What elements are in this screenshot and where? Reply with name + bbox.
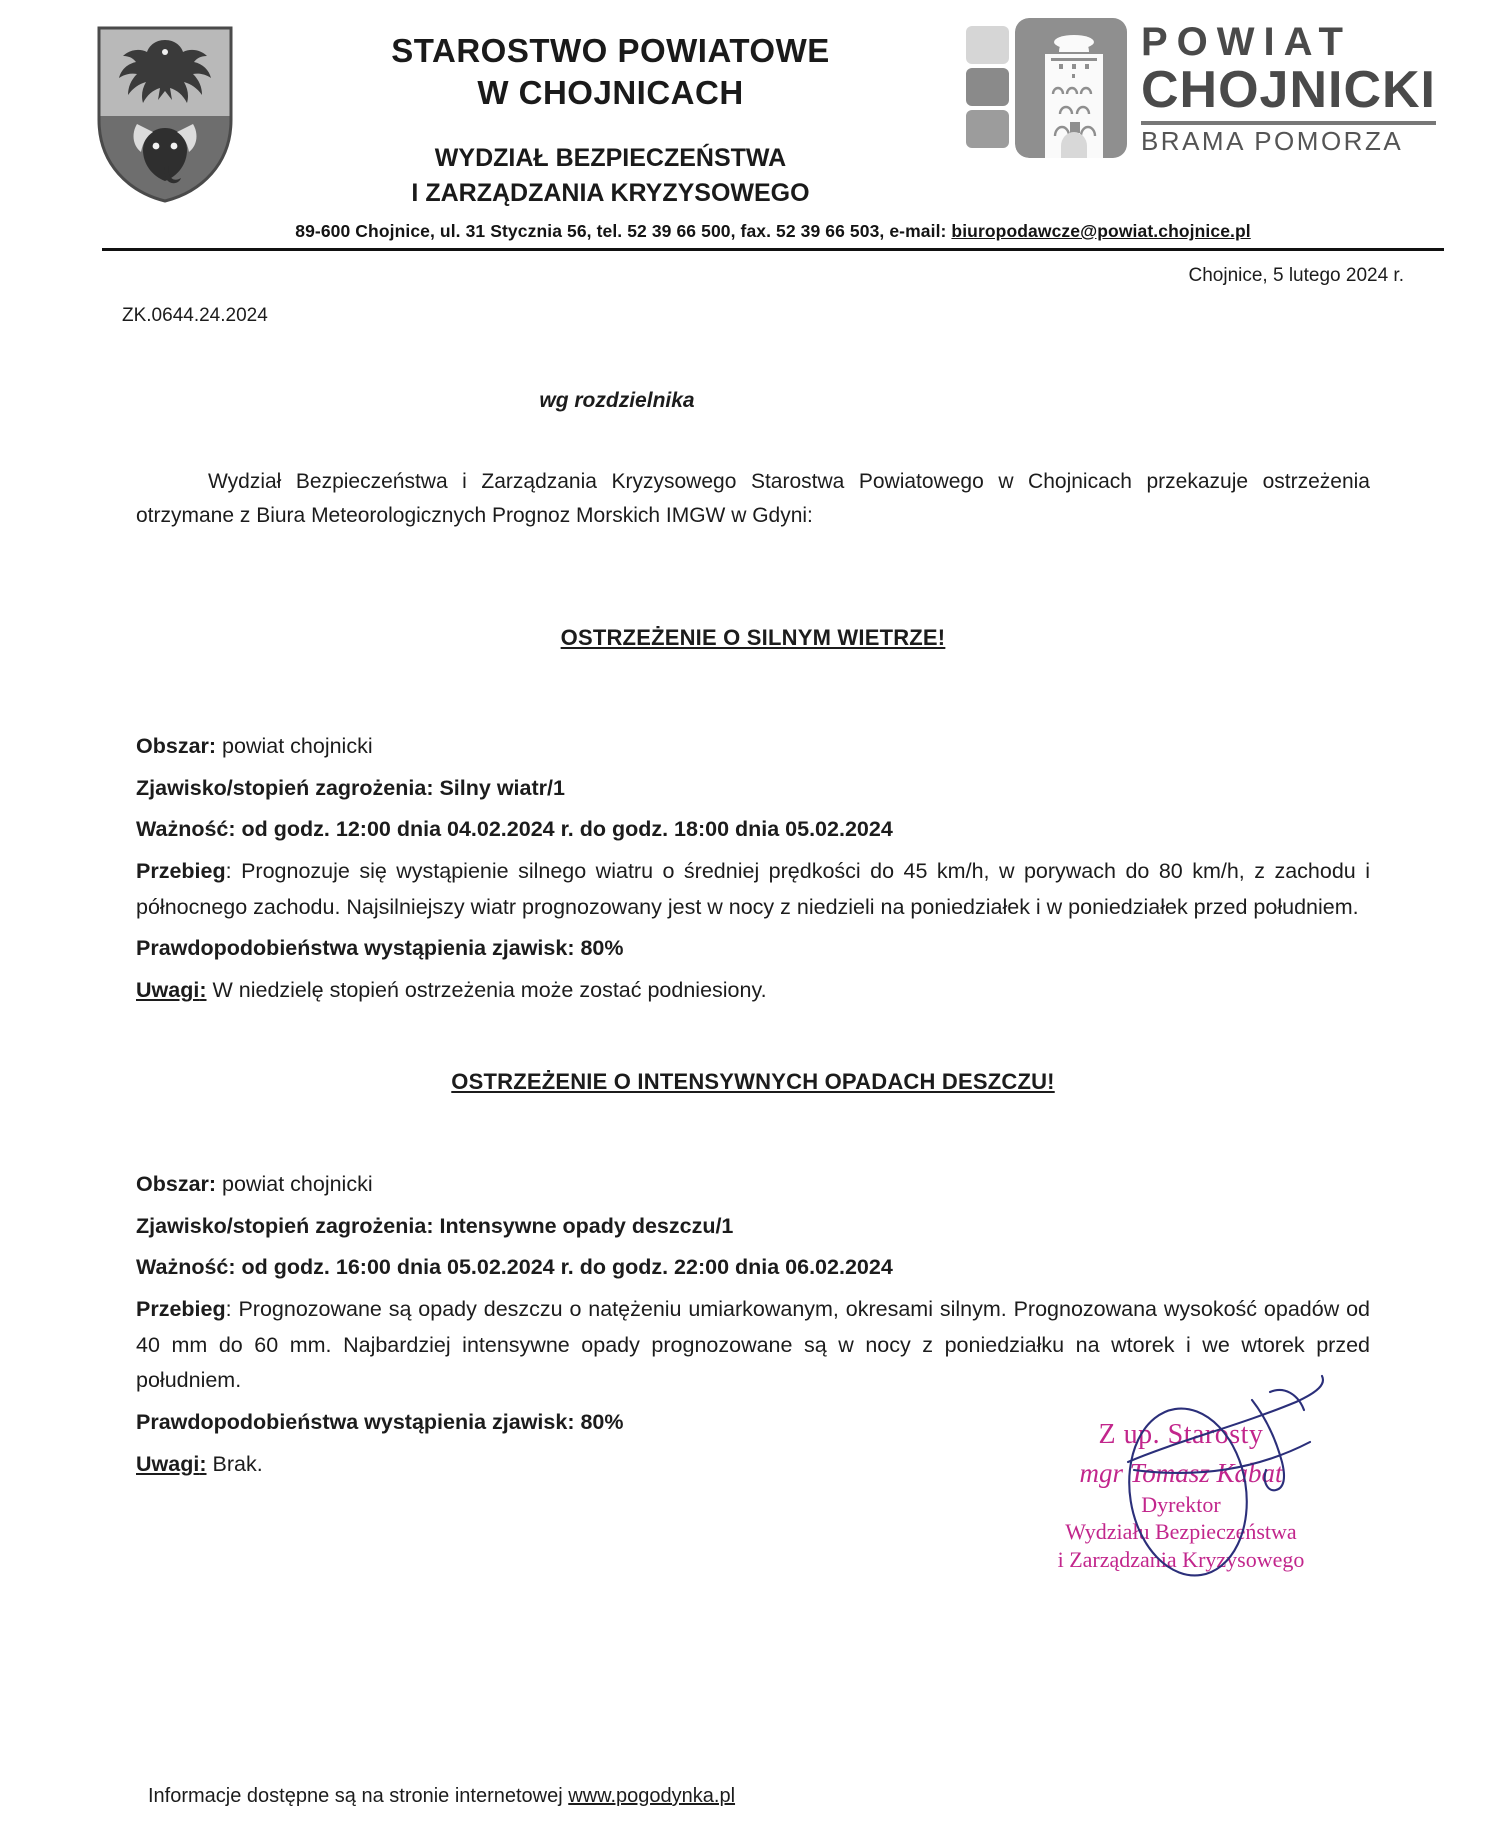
field-colon: : bbox=[567, 936, 581, 961]
field-przebieg bbox=[136, 1292, 1370, 1399]
document-body bbox=[136, 465, 1370, 1482]
field-colon: : bbox=[208, 1171, 223, 1196]
office-name-line1: STAROSTWO POWIATOWE bbox=[391, 32, 830, 69]
reference-number: ZK.0644.24.2024 bbox=[122, 305, 268, 326]
document-header bbox=[0, 0, 1496, 215]
contact-strip bbox=[128, 221, 1418, 251]
logo-wordmark bbox=[1141, 18, 1436, 154]
contact-address-text: 89-600 Chojnice, ul. 31 Stycznia 56, tel. 52 39 66 500, fax. 52 39 66 503, e-mail: bbox=[295, 221, 952, 241]
stamp-line-name: mgr Tomasz Kabat bbox=[1079, 1457, 1283, 1488]
department-line2: I ZARZĄDZANIA KRYZYSOWEGO bbox=[411, 179, 810, 208]
field-colon: : bbox=[426, 775, 440, 800]
department-line1: WYDZIAŁ BEZPIECZEŃSTWA bbox=[434, 144, 787, 173]
field-colon: : bbox=[426, 1213, 440, 1238]
field-colon: : bbox=[199, 978, 207, 1003]
field-label: Uwagi bbox=[136, 978, 200, 1003]
field-waznosc bbox=[136, 1250, 1370, 1286]
field-przebieg bbox=[136, 854, 1370, 925]
field-colon: : bbox=[225, 859, 242, 884]
contact-line bbox=[128, 221, 1418, 248]
warning-block-rain bbox=[136, 1167, 1370, 1483]
field-value: 80% bbox=[580, 1409, 624, 1434]
gate-tower-icon bbox=[1015, 18, 1127, 158]
field-obszar bbox=[136, 729, 1370, 765]
field-zjawisko bbox=[136, 771, 1370, 807]
field-label: Ważność bbox=[136, 1255, 229, 1280]
field-uwagi bbox=[136, 973, 1370, 1009]
logo-marks-icon bbox=[966, 26, 1009, 148]
field-label: Przebieg bbox=[136, 1296, 226, 1321]
logo-divider bbox=[1141, 121, 1436, 125]
field-waznosc bbox=[136, 812, 1370, 848]
powiat-chojnicki-logo bbox=[966, 18, 1436, 158]
field-value: od godz. 12:00 dnia 04.02.2024 r. do godz. 18:00 dnia 05.02.2024 bbox=[241, 817, 893, 842]
field-prawdopodobienstwo bbox=[136, 1405, 1370, 1441]
field-label: Zjawisko/stopień zagrożenia bbox=[136, 775, 427, 800]
logo-word-chojnicki: CHOJNICKI bbox=[1140, 61, 1436, 119]
logo-tagline: BRAMA POMORZA bbox=[1140, 126, 1404, 156]
contact-email-link[interactable]: biuropodawcze@powiat.chojnice.pl bbox=[951, 221, 1251, 241]
intro-paragraph: Wydział Bezpieczeństwa i Zarządzania Kryzysowego Starostwa Powiatowego w Chojnicach przekazuje ostrzeżenia otrzymane z Biura Meteorologicznych Prognoz Morskich IMGW w Gdyni: bbox=[136, 470, 1370, 528]
field-colon: : bbox=[567, 1409, 581, 1434]
footer-text: Informacje dostępne są na stronie internetowej bbox=[148, 1785, 569, 1807]
field-value: Prognozowane są opady deszczu o natężeniu umiarkowanym, okresami silnym. Prognozowana wysokość opadów od 40 mm do 60 mm. Najbardziej intensywne opady prognozowane są w nocy z poniedziałku na wtorek i we wtorek przed południem. bbox=[136, 1296, 1370, 1393]
field-label: Prawdopodobieństwa wystąpienia zjawisk bbox=[136, 1409, 568, 1434]
warning-title-rain: OSTRZEŻENIE O INTENSYWNYCH OPADACH DESZCZU! bbox=[451, 1068, 1055, 1094]
field-label: Ważność bbox=[136, 817, 229, 842]
field-label: Prawdopodobieństwa wystąpienia zjawisk bbox=[136, 936, 568, 961]
field-colon: : bbox=[228, 1255, 242, 1280]
warning-block-wind bbox=[136, 729, 1370, 1009]
field-colon: : bbox=[208, 734, 223, 759]
stamp-line-role: Dyrektor bbox=[1141, 1491, 1221, 1517]
header-divider bbox=[102, 248, 1444, 251]
field-value: od godz. 16:00 dnia 05.02.2024 r. do godz. 22:00 dnia 06.02.2024 bbox=[241, 1255, 893, 1280]
field-prawdopodobienstwo bbox=[136, 931, 1370, 967]
footer-note bbox=[148, 1785, 735, 1808]
stamp-line-dept1: Wydziału Bezpieczeństwa bbox=[1065, 1519, 1297, 1545]
field-label: Obszar bbox=[136, 1171, 209, 1196]
field-obszar bbox=[136, 1167, 1370, 1203]
place-and-date: Chojnice, 5 lutego 2024 r. bbox=[1188, 265, 1404, 286]
field-value: W niedzielę stopień ostrzeżenia może zostać podniesiony. bbox=[212, 978, 767, 1003]
footer-link[interactable]: www.pogodynka.pl bbox=[568, 1785, 736, 1807]
addressee: wg rozdzielnika bbox=[539, 389, 695, 412]
field-label: Przebieg bbox=[136, 859, 226, 884]
field-label: Uwagi bbox=[136, 1451, 200, 1476]
field-value: 80% bbox=[580, 936, 624, 961]
field-value: Prognozuje się wystąpienie silnego wiatru o średniej prędkości do 45 km/h, w porywach do 80 km/h, z zachodu i północnego zachodu. Najsilniejszy wiatr prognozowany jest w nocy z niedzieli na poniedziałek i w poniedziałek przed południem. bbox=[136, 859, 1370, 919]
field-uwagi bbox=[136, 1447, 1370, 1483]
field-colon: : bbox=[225, 1296, 239, 1321]
stamp-line-dept2: i Zarządzania Kryzysowego bbox=[1057, 1547, 1305, 1573]
stamp-line-authority: Z up. Starosty bbox=[1098, 1419, 1264, 1451]
field-colon: : bbox=[228, 817, 242, 842]
field-zjawisko bbox=[136, 1209, 1370, 1245]
field-colon: : bbox=[199, 1451, 207, 1476]
coat-of-arms-icon bbox=[95, 24, 235, 204]
field-value: powiat chojnicki bbox=[222, 1171, 373, 1196]
logo-word-powiat: POWIAT bbox=[1140, 20, 1352, 64]
field-value: powiat chojnicki bbox=[222, 734, 373, 759]
office-titles bbox=[245, 12, 976, 210]
field-value: Intensywne opady deszczu/1 bbox=[439, 1213, 734, 1238]
field-label: Obszar bbox=[136, 734, 209, 759]
field-value: Silny wiatr/1 bbox=[439, 775, 565, 800]
field-value: Brak. bbox=[212, 1451, 263, 1476]
warning-title-wind: OSTRZEŻENIE O SILNYM WIETRZE! bbox=[560, 625, 946, 651]
office-name-line2: W CHOJNICACH bbox=[477, 74, 744, 112]
field-label: Zjawisko/stopień zagrożenia bbox=[136, 1213, 427, 1238]
